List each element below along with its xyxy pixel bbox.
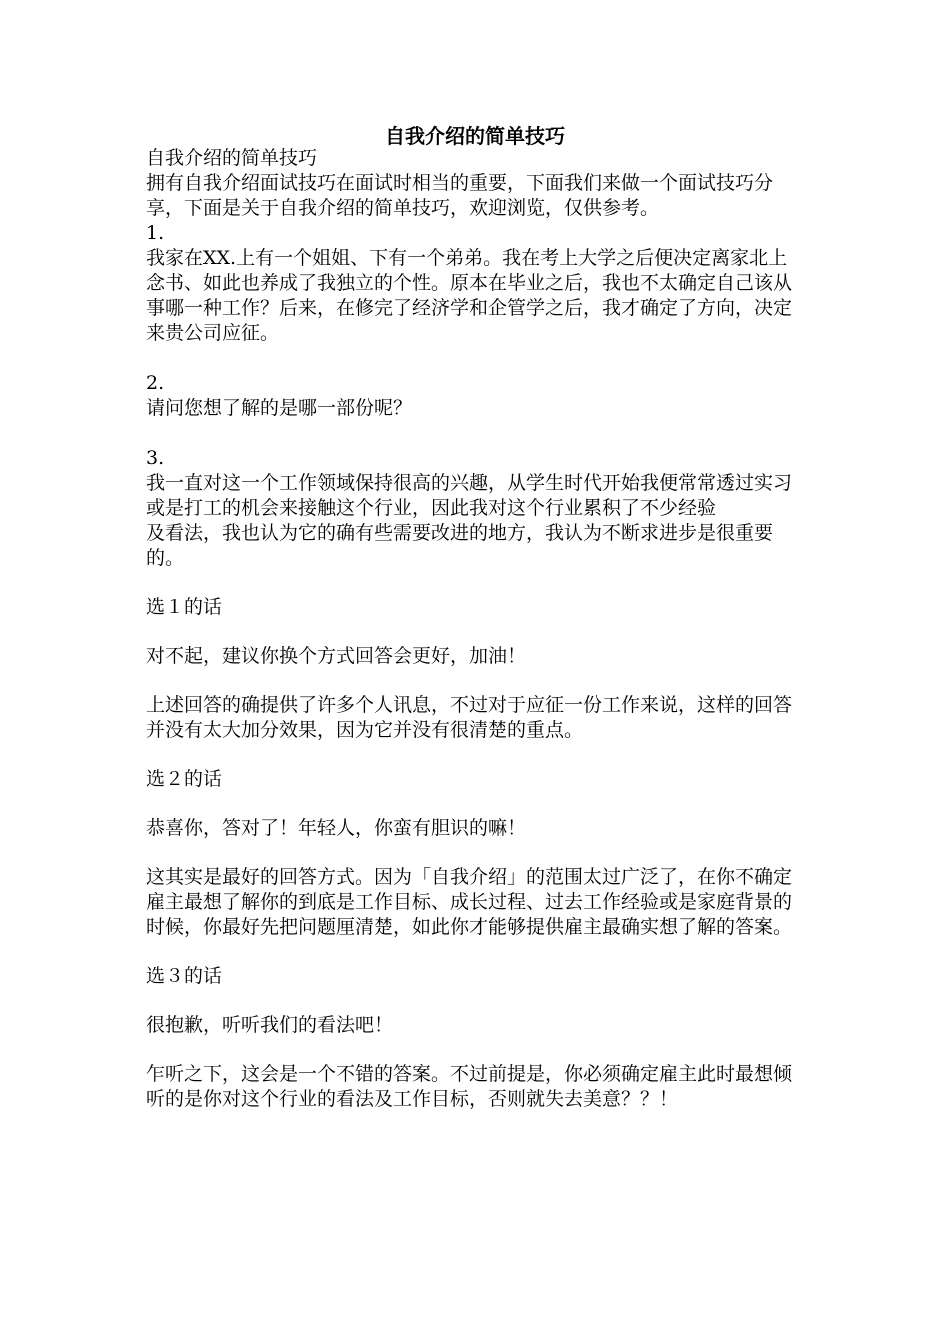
spacer [146,940,806,964]
choice-2-heading: 选２的话 [146,768,223,790]
option-2-number: 2. [146,372,165,394]
option-3-text-a: 我一直对这一个工作领域保持很高的兴趣，从学生时代开始我便常常透过实习或是打工的机会来接触这个行业，因此我对这个行业累积了不少经验 [146,472,793,519]
document-body [146,146,806,1112]
spacer [146,743,806,767]
option-3-text-b: 及看法，我也认为它的确有些需要改进的地方，我认为不断求进步是很重要的。 [146,522,774,569]
spacer [146,669,806,693]
spacer [146,792,806,816]
choice-2-explanation: 这其实是最好的回答方式。因为「自我介绍」的范围太过广泛了，在你不确定雇主最想了解你的到底是工作目标、成长过程、过去工作经验或是家庭背景的时候，你最好先把问题厘清楚，如此你才能够提供雇主最确实想了解的答案。 [146,866,793,938]
choice-1-verdict: 对不起，建议你换个方式回答会更好，加油！ [146,645,527,667]
option-3-number: 3. [146,447,165,469]
choice-3-verdict: 很抱歉，听听我们的看法吧！ [146,1014,394,1036]
choice-1-heading: 选１的话 [146,596,223,618]
choice-3-heading: 选３的话 [146,965,223,987]
spacer [146,1038,806,1062]
subtitle: 自我介绍的简单技巧 [146,147,318,169]
option-1-text: 我家在XX.上有一个姐姐、下有一个弟弟。我在考上大学之后便决定离家北上念书、如此也养成了我独立的个性。原本在毕业之后，我也不太确定自己该从事哪一种工作？后来，在修完了经济学和企管学之后，我才确定了方向，决定来贵公司应征。 [146,247,793,344]
document-title: 自我介绍的简单技巧 [385,124,565,148]
spacer [146,571,806,595]
choice-2-verdict: 恭喜你，答对了！年轻人，你蛮有胆识的嘛！ [146,817,527,839]
spacer [146,421,806,446]
spacer [146,989,806,1013]
option-2-text: 请问您想了解的是哪一部份呢？ [146,397,413,419]
intro-paragraph: 拥有自我介绍面试技巧在面试时相当的重要，下面我们来做一个面试技巧分享，下面是关于自我介绍的简单技巧，欢迎浏览，仅供参考。 [146,172,774,219]
option-1-number: 1. [146,222,165,244]
spacer [146,620,806,644]
spacer [146,841,806,865]
choice-1-explanation: 上述回答的确提供了许多个人讯息，不过对于应征一份工作来说，这样的回答并没有太大加分效果，因为它并没有很清楚的重点。 [146,694,793,741]
choice-3-explanation: 乍听之下，这会是一个不错的答案。不过前提是，你必须确定雇主此时最想倾听的是你对这个行业的看法及工作目标，否则就失去美意？？！ [146,1063,793,1110]
spacer [146,346,806,371]
